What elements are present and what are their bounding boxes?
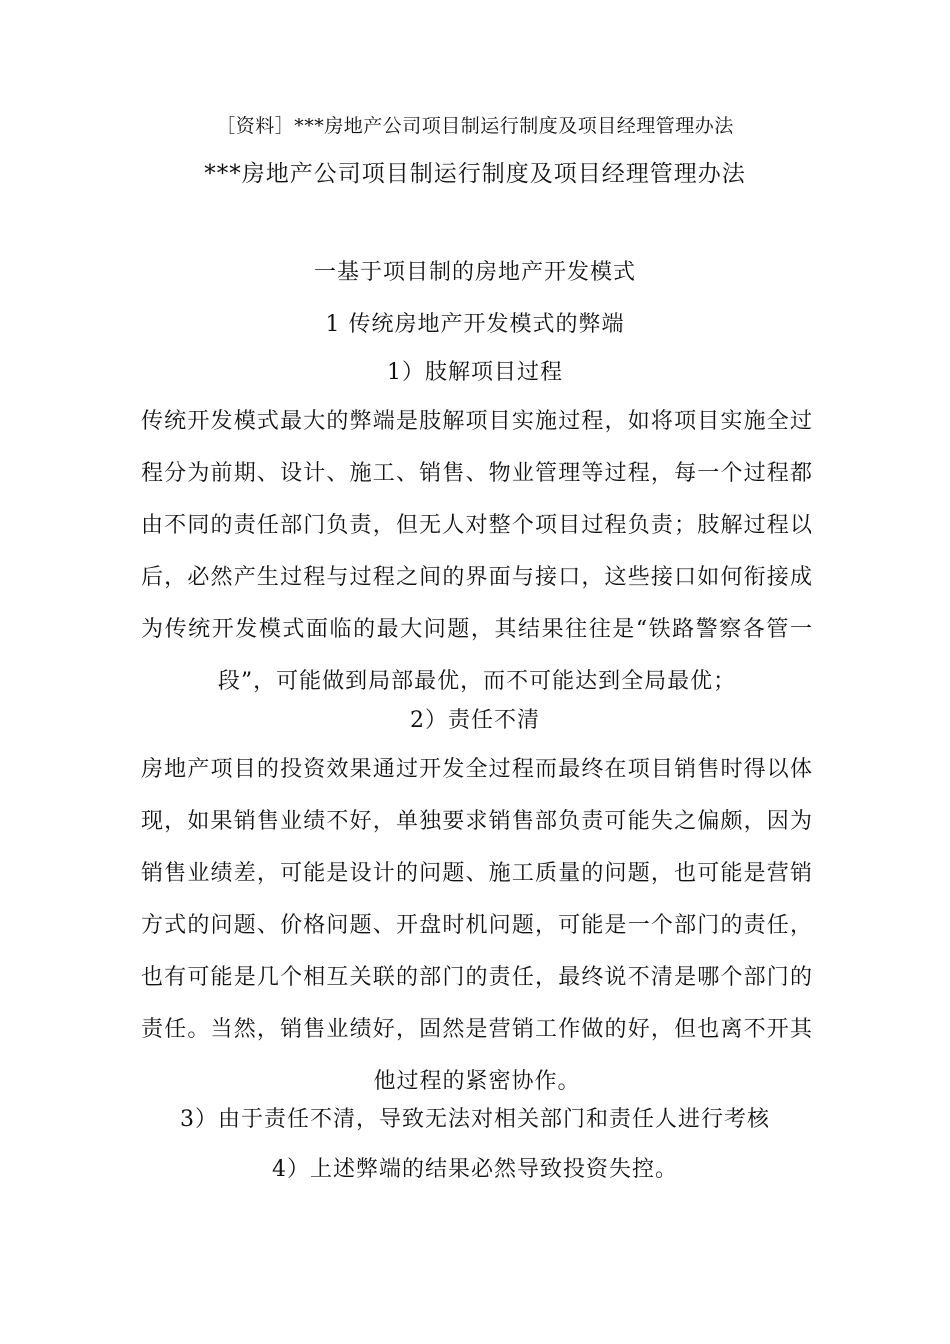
- point1-heading: 1）肢解项目过程: [387, 360, 563, 385]
- point3-line: 3）由于责任不清，导致无法对相关部门和责任人进行考核: [180, 1107, 770, 1132]
- subsection-heading: 1 传统房地产开发模式的弊端: [325, 312, 625, 337]
- section-heading: 一基于项目制的房地产开发模式: [313, 260, 636, 285]
- document-title: ***房地产公司项目制运行制度及项目经理管理办法: [204, 161, 746, 187]
- point2-paragraph: 房地产项目的投资效果通过开发全过程而最终在项目销售时得以体现，如果销售业绩不好，单独要求销售部负责可能失之偏颇，因为销售业绩差，可能是设计的问题、施工质量的问题，也可能是营销方式的问题、价格问题、开盘时机问题，可能是一个部门的责任，也有可能是几个相互关联的部门的责任，最终说不清是哪个部门的责任。当然，销售业绩好，固然是营销工作做的好，但也离不开其他过程的紧密协作。: [141, 757, 813, 1094]
- point1-paragraph: 传统开发模式最大的弊端是肢解项目实施过程，如将项目实施全过程分为前期、设计、施工、销售、物业管理等过程，每一个过程都由不同的责任部门负责，但无人对整个项目过程负责；肢解过程以后，必然产生过程与过程之间的界面与接口，这些接口如何衔接成为传统开发模式面临的最大问题，其结果往往是“铁路警察各管一段”，可能做到局部最优，而不可能达到全局最优；: [141, 409, 813, 694]
- point2-heading: 2）责任不清: [410, 708, 540, 733]
- document-header: ［资料］***房地产公司项目制运行制度及项目经理管理办法: [216, 115, 734, 137]
- point4-line: 4）上述弊端的结果必然导致投资失控。: [272, 1157, 678, 1182]
